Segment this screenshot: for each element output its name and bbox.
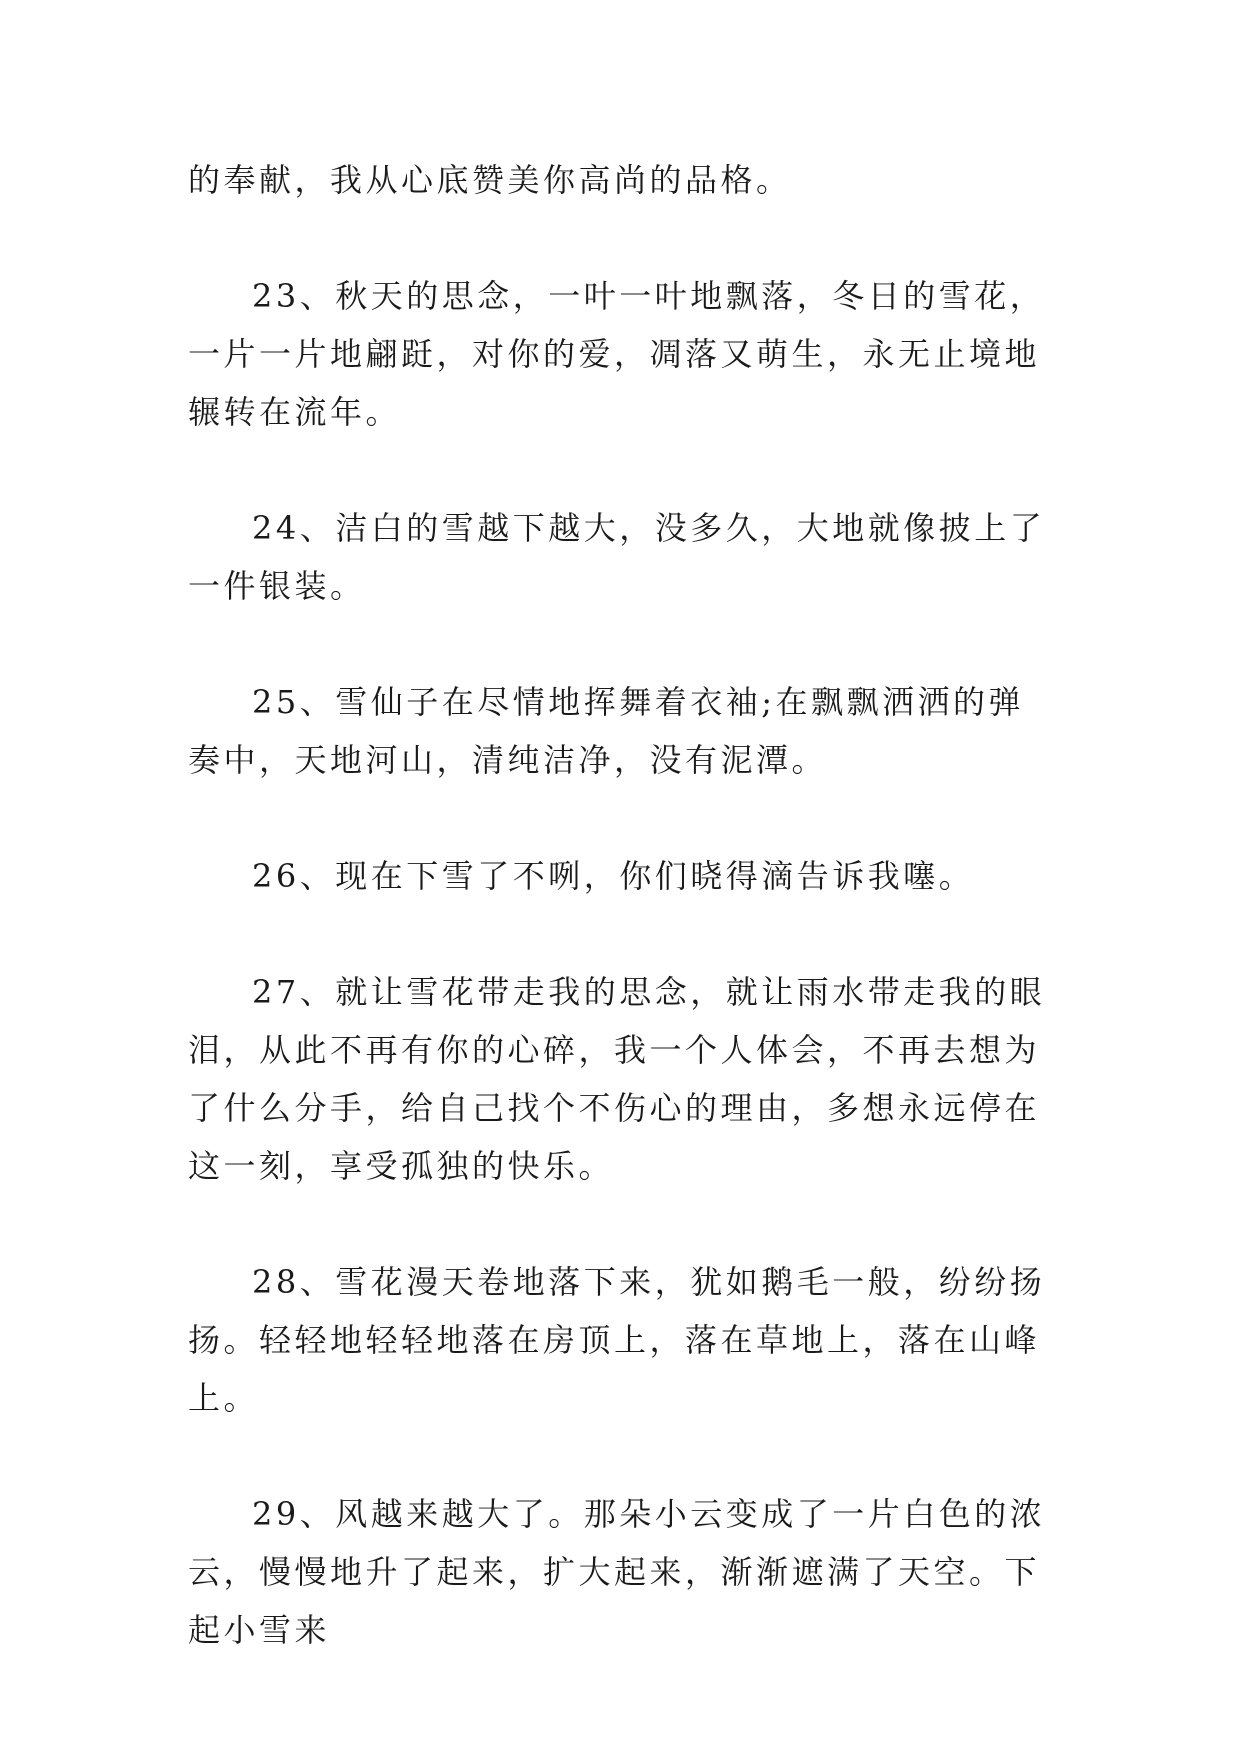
paragraph-24: 24、洁白的雪越下越大，没多久，大地就像披上了一件银装。 xyxy=(188,509,1046,605)
paragraph-28: 28、雪花漫天卷地落下来，犹如鹅毛一般，纷纷扬扬。轻轻地轻轻地落在房顶上，落在草地上，落在山峰上。 xyxy=(188,1263,1046,1417)
paragraph-25: 25、雪仙子在尽情地挥舞着衣袖;在飘飘洒洒的弹奏中，天地河山，清纯洁净，没有泥潭。 xyxy=(188,683,1025,779)
paragraph-27: 27、就让雪花带走我的思念，就让雨水带走我的眼泪，从此不再有你的心碎，我一个人体会，不再去想为了什么分手，给自己找个不伤心的理由，多想永远停在这一刻，享受孤独的快乐。 xyxy=(188,973,1046,1185)
paragraph-29: 29、风越来越大了。那朵小云变成了一片白色的浓云，慢慢地升了起来，扩大起来，渐渐遮满了天空。下起小雪来 xyxy=(188,1495,1046,1649)
paragraph-23: 23、秋天的思念，一叶一叶地飘落，冬日的雪花，一片一片地翩跹，对你的爱，凋落又萌生，永无止境地辗转在流年。 xyxy=(188,277,1046,431)
document-body xyxy=(188,151,1058,1717)
paragraph-26: 26、现在下雪了不咧，你们晓得滴告诉我噻。 xyxy=(252,857,975,895)
paragraph-22-continuation: 的奉献，我从心底赞美你高尚的品格。 xyxy=(188,161,792,199)
